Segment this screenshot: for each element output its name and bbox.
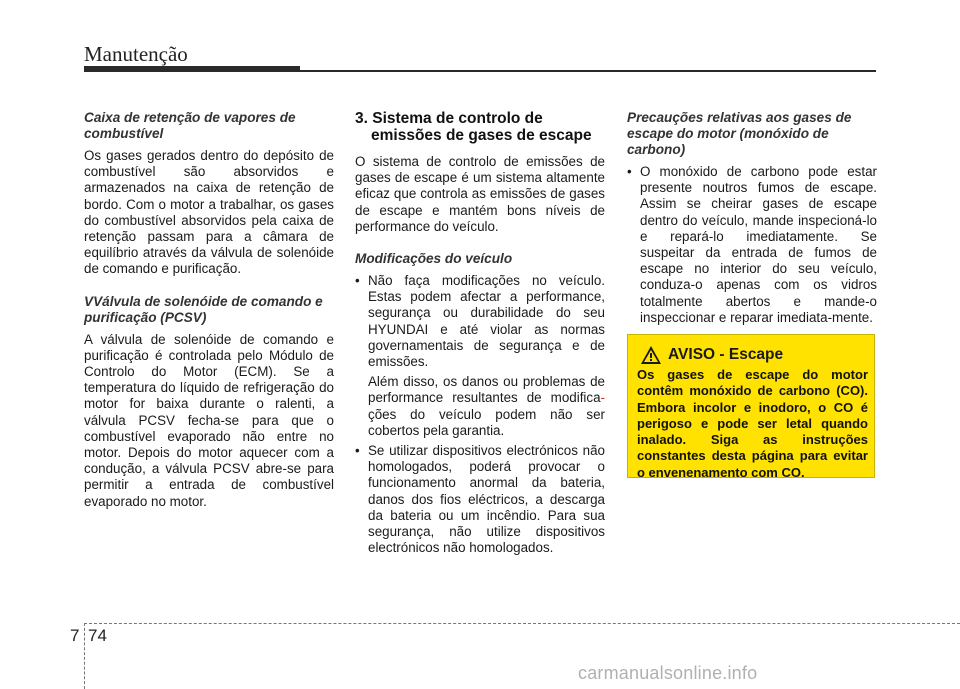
subheading-vapor-canister: Caixa de retenção de vapores de combustível (84, 110, 296, 141)
page-number: 74 (88, 626, 107, 645)
page-header-title: Manutenção (84, 42, 188, 66)
column-left (84, 110, 334, 526)
section-title-emissions (355, 110, 605, 144)
paragraph-vapor-canister: Os gases gerados dentro do depósito de combustível são absorvidos e armazenados na caixa de retenção de bordo. Com o motor a trabalhar, os gases do combustível absorvidos pela caixa de retenção passam para a câmara de equilíbrio através da válvula de solenóide de comando e purificação. (84, 148, 334, 277)
warning-header (640, 345, 783, 365)
warning-body: Os gases de escape do motor contêm monóxido de carbono (CO). Embora incolor e inodoro, o CO é perigoso e pode ser letal quando inalado. Siga as instruções constantes desta página para evitar o envenenamento com CO. (637, 367, 868, 480)
subheading-exhaust-precautions: Precauções relativas aos gases de escape do motor (monóxido de carbono) (627, 110, 852, 157)
bullet-text-electronics: Se utilizar dispositivos electrónicos não homologados, poderá provocar o funcionamento anormal da bateria, danos dos fios eléctricos, a descarga da bateria ou um incêndio. Para sua segurança, não utilize dispositivos electrónicos não homologados. (368, 443, 605, 556)
paragraph-pcsv: A válvula de solenóide de comando e purificação é controlada pelo Módulo de Controlo do Motor (ECM). Se a temperatura do líquido de refrigeração do motor for baixa durante o ralenti, a válvula PCSV fecha-se para que o combustível evaporado não entre no motor. Depois do motor aquecer com a condução, a válvula PCSV abre-se para permitir a entrada de combustível evaporado no motor. (84, 331, 334, 509)
continuation-paragraph (355, 374, 605, 439)
list-exhaust (627, 164, 877, 326)
section-title-line2: emissões de gases de escape (371, 127, 592, 144)
header-rule-thick (84, 66, 300, 72)
column-middle (355, 110, 605, 560)
warning-box (627, 334, 875, 478)
subheading-pcsv: VVálvula de solenóide de comando e purificação (PCSV) (84, 293, 323, 325)
bullet-text-co: O monóxido de carbono pode estar presente noutros fumos de escape. Assim se cheirar gases de escape dentro do veículo, mande inspecioná-lo e repará-lo imediatamente. Se suspeitar da entrada de fumos de escape no interior do seu veículo, conduza-o apenas com os vidros totalmente abertos e mande-o inspeccionar e reparar imediata-mente. (640, 164, 877, 325)
continuation-text-b: ções do veículo podem não ser cobertos pela garantia. (368, 406, 605, 438)
watermark: carmanualsonline.info (578, 663, 758, 683)
chapter-number: 7 (70, 626, 80, 645)
bullet-icon: • (355, 273, 360, 289)
warning-triangle-icon (640, 345, 662, 365)
list-item (627, 164, 877, 326)
header-rule-thin (300, 70, 876, 72)
column-right (627, 110, 877, 330)
bullet-text-modifications: Não faça modificações no veículo. Estas podem afectar a performance, segurança ou durabilidade do seu HYUNDAI e até violar as normas governamentais de segurança e de emissões. (368, 273, 605, 370)
footer-vertical-rule (84, 623, 85, 689)
paragraph-emissions: O sistema de controlo de emissões de gases de escape é um sistema altamente eficaz que controla as emissões de gases de escape e mantém bons níveis de performance do veículo. (355, 154, 605, 234)
subheading-vehicle-modifications: Modificações do veículo (355, 251, 513, 267)
list-modifications (355, 273, 605, 370)
list-electronics (355, 443, 605, 556)
bullet-icon: • (627, 164, 632, 179)
section-title-line1: 3. Sistema de controlo de (355, 110, 543, 127)
hyphen-mark: - (600, 390, 605, 406)
list-item (355, 273, 605, 370)
bullet-icon: • (355, 443, 360, 459)
continuation-text-a: Além disso, os danos ou problemas de performance resultantes de modifica (368, 374, 605, 406)
warning-title: AVISO - Escape (668, 346, 784, 363)
footer-rule (84, 623, 960, 624)
list-item (355, 443, 605, 556)
